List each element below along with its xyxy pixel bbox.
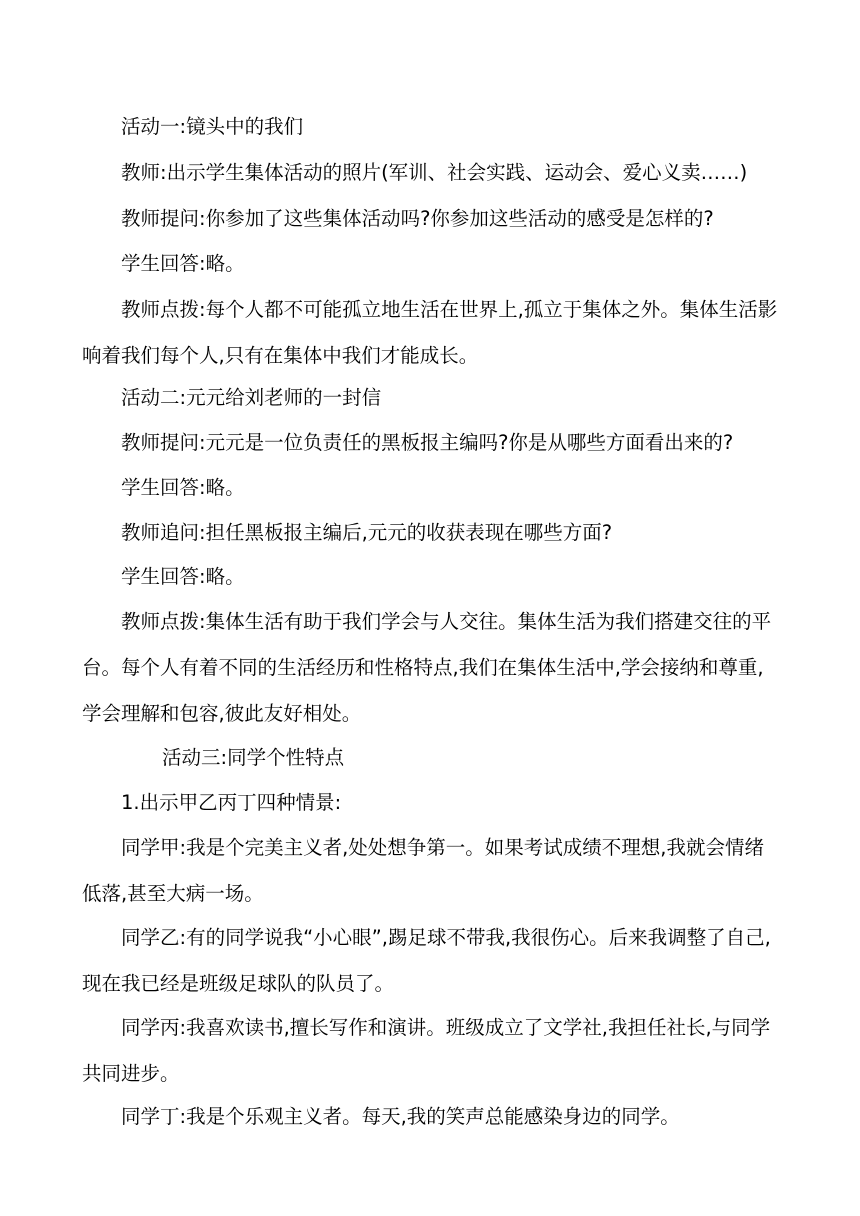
paragraph: 教师点拨:集体生活有助于我们学会与人交往。集体生活为我们搭建交往的平台。每个人有着不同的生活经历和性格特点,我们在集体生活中,学会接纳和尊重,学会理解和包容,彼此友好相处。: [82, 610, 772, 725]
paragraph: 同学甲:我是个完美主义者,处处想争第一。如果考试成绩不理想,我就会情绪低落,甚至大病一场。: [82, 836, 764, 905]
heading-activity-2: 活动二:元元给刘老师的一封信: [121, 386, 382, 409]
paragraph: 学生回答:略。: [121, 565, 245, 588]
paragraph: 1.出示甲乙丙丁四种情景:: [121, 791, 342, 814]
paragraph: 同学乙:有的同学说我“小心眼”,踢足球不带我,我很伤心。后来我调整了自己,现在我已经是班级足球队的队员了。: [82, 926, 771, 995]
paragraph: 教师点拨:每个人都不可能孤立地生活在世界上,孤立于集体之外。集体生活影响着我们每个人,只有在集体中我们才能成长。: [82, 298, 778, 367]
paragraph: 同学丁:我是个乐观主义者。每天,我的笑声总能感染身边的同学。: [121, 1105, 680, 1128]
paragraph: 教师追问:担任黑板报主编后,元元的收获表现在哪些方面?: [121, 521, 613, 544]
paragraph: 教师:出示学生集体活动的照片(军训、社会实践、运动会、爱心义卖……): [121, 161, 748, 184]
paragraph: 教师提问:元元是一位负责任的黑板报主编吗?你是从哪些方面看出来的?: [121, 431, 734, 454]
paragraph: 同学丙:我喜欢读书,擅长写作和演讲。班级成立了文学社,我担任社长,与同学共同进步。: [82, 1016, 771, 1085]
heading-activity-1: 活动一:镜头中的我们: [121, 115, 304, 138]
paragraph: 学生回答:略。: [121, 252, 245, 275]
heading-activity-3: 活动三:同学个性特点: [162, 746, 345, 769]
paragraph: 教师提问:你参加了这些集体活动吗?你参加这些活动的感受是怎样的?: [121, 207, 714, 230]
paragraph: 学生回答:略。: [121, 476, 245, 499]
